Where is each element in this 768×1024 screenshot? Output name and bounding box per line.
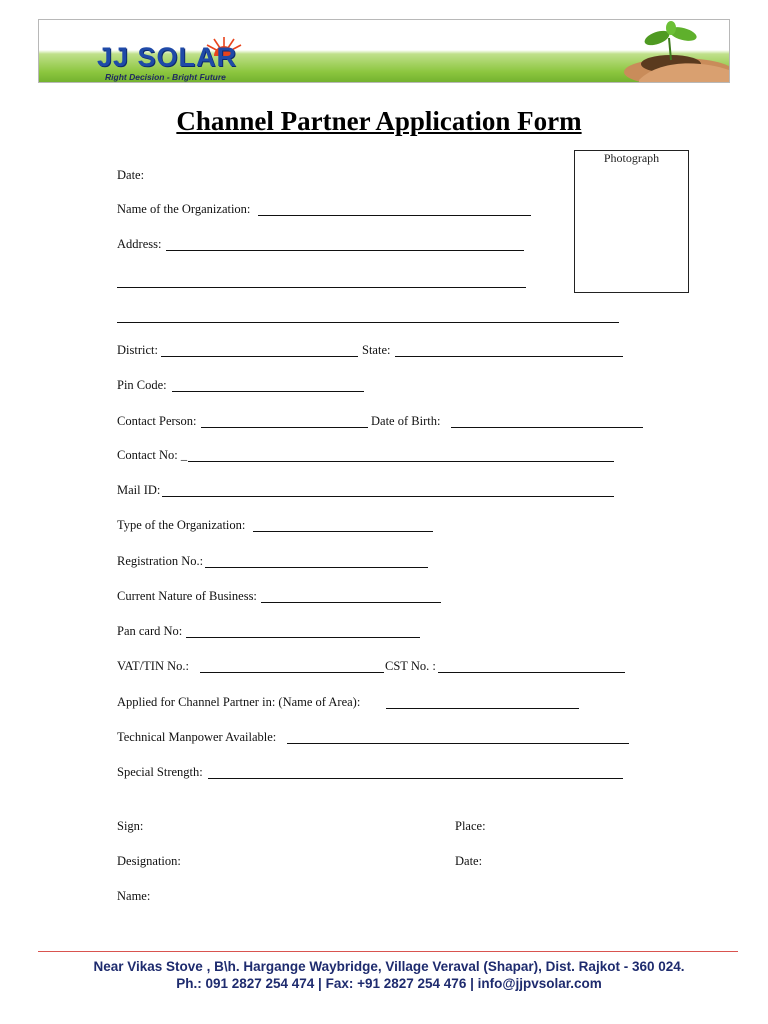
place-label: Place:	[455, 819, 486, 833]
photograph-label: Photograph	[603, 151, 660, 165]
photograph-box[interactable]	[574, 150, 689, 293]
header-banner	[38, 19, 730, 83]
pan-field[interactable]	[186, 637, 420, 638]
mail-id-label: Mail ID:	[117, 483, 161, 497]
nature-business-label: Current Nature of Business:	[117, 589, 257, 603]
address-field-line-2[interactable]	[117, 287, 526, 288]
manpower-field[interactable]	[287, 743, 629, 744]
date-label: Date:	[117, 168, 145, 182]
designation-label: Designation:	[117, 854, 181, 868]
vat-label: VAT/TIN No.:	[117, 659, 189, 673]
hands-with-seedling-icon	[579, 20, 729, 83]
state-field[interactable]	[395, 356, 623, 357]
org-name-label: Name of the Organization:	[117, 202, 251, 216]
company-tagline: Right Decision - Bright Future	[105, 72, 226, 82]
footer-contact: Ph.: 091 2827 254 474 | Fax: +91 2827 254 476 | info@jjpvsolar.com	[176, 976, 602, 991]
address-field-line-3[interactable]	[117, 322, 619, 323]
contact-no-label: Contact No: _	[117, 448, 188, 462]
address-field-line-1[interactable]	[166, 250, 524, 251]
company-logo-text: JJ SOLAR	[97, 42, 238, 72]
manpower-label: Technical Manpower Available:	[117, 730, 277, 744]
dob-field[interactable]	[451, 427, 643, 428]
signature-date-label: Date:	[455, 854, 483, 868]
address-label: Address:	[117, 237, 162, 251]
footer-address: Near Vikas Stove , B\h. Hargange Waybridge, Village Veraval (Shapar), Dist. Rajkot - 360 024.	[93, 959, 685, 974]
sign-label: Sign:	[117, 819, 144, 833]
mail-id-field[interactable]	[162, 496, 614, 497]
state-label: State:	[362, 343, 391, 357]
name-label: Name:	[117, 889, 151, 903]
org-name-field[interactable]	[258, 215, 531, 216]
pan-label: Pan card No:	[117, 624, 183, 638]
registration-field[interactable]	[205, 567, 428, 568]
contact-no-field[interactable]	[188, 461, 614, 462]
cst-field[interactable]	[438, 672, 625, 673]
pin-code-label: Pin Code:	[117, 378, 167, 392]
district-label: District:	[117, 343, 158, 357]
strength-label: Special Strength:	[117, 765, 203, 779]
pin-code-field[interactable]	[172, 391, 364, 392]
contact-person-label: Contact Person:	[117, 414, 197, 428]
org-type-field[interactable]	[253, 531, 433, 532]
area-field[interactable]	[386, 708, 579, 709]
dob-label: Date of Birth:	[371, 414, 441, 428]
vat-field[interactable]	[200, 672, 384, 673]
cst-label: CST No. :	[385, 659, 436, 673]
district-field[interactable]	[161, 356, 358, 357]
contact-person-field[interactable]	[201, 427, 368, 428]
nature-business-field[interactable]	[261, 602, 441, 603]
registration-label: Registration No.:	[117, 554, 204, 568]
strength-field[interactable]	[208, 778, 623, 779]
footer-divider	[38, 951, 738, 952]
org-type-label: Type of the Organization:	[117, 518, 246, 532]
form-title: Channel Partner Application Form	[176, 106, 582, 136]
area-label: Applied for Channel Partner in: (Name of Area):	[117, 695, 361, 709]
